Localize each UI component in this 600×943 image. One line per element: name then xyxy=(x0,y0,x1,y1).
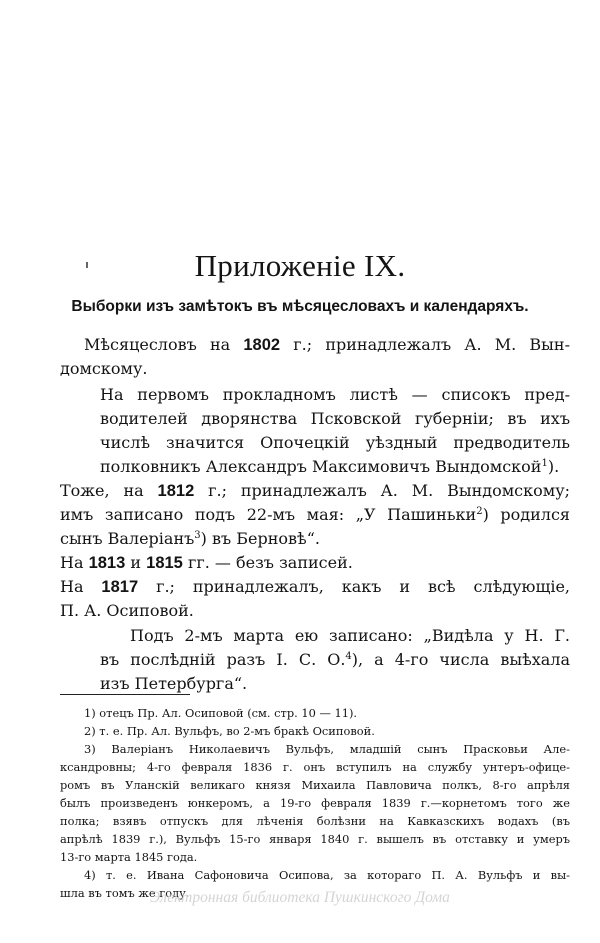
text-line: сынъ Валерiанъ$^3$) въ Берновѣ“. xyxy=(60,529,320,548)
footnote-ref: 1 xyxy=(541,458,548,469)
footnote-rule xyxy=(60,694,190,695)
text-line: Мѣсяцесловъ на 1802 г.; принадлежалъ А. М. Вын- xyxy=(84,335,570,354)
year-1802: 1802 xyxy=(243,336,281,354)
footnote-line: 4) т. е. Ивана Сафоновича Осипова, за котораго П. А. Вульфъ и вы- xyxy=(84,868,570,882)
year-1817: 1817 xyxy=(101,578,139,596)
footnote-line: полка; взявъ отпускъ для лѣченiя болѣзни на Кавказскихъ водахъ (въ xyxy=(60,814,570,828)
footnote-line: 1) отецъ Пр. Ал. Осиповой (см. стр. 10 — 11). xyxy=(84,706,358,720)
text-line: На 1817 г.; принадлежалъ, какъ и всѣ слѣдующiе, xyxy=(60,577,570,596)
footnote-line: 3) Валерiанъ Николаевичъ Вульфъ, младшiй сынъ Прасковьи Але- xyxy=(84,742,570,756)
year-1815: 1815 xyxy=(146,554,183,572)
text-line: П. А. Осиповой. xyxy=(60,601,194,620)
text-line: домскому. xyxy=(60,359,148,378)
text-line: Подъ 2-мъ марта ею записано: „Видѣла у Н. Г. xyxy=(130,626,570,645)
year-1812: 1812 xyxy=(157,482,195,500)
footnote-line: ксандровны; 4-го февраля 1836 г. онъ вступилъ на службу унтеръ-офице- xyxy=(60,760,570,774)
footnote-line: шла въ томъ же году. xyxy=(60,886,190,900)
text-line: въ послѣднiй разъ I. С. О.$^4$), а 4-го числа выѣхала xyxy=(100,650,571,669)
text-line: изъ Петербурга“. xyxy=(100,674,248,693)
footnote-line: 2) т. е. Пр. Ал. Вульфъ, во 2-мъ бракѣ Осиповой. xyxy=(84,724,375,738)
text-line: водителей дворянства Псковской губернiи; въ ихъ xyxy=(100,409,570,428)
text-line: На 1813 и 1815 гг. — безъ записей. xyxy=(60,553,353,572)
text-line: числѣ значится Опочецкiй уѣздный предводитель xyxy=(100,433,570,452)
footnote-line: ромъ въ Уланскiй великаго князя Михаила Павловича полкъ, 8-го апрѣля xyxy=(60,778,570,792)
text-line: полковникъ Александръ Максимовичъ Вындомской$^1$). xyxy=(100,457,560,476)
footnote-ref: 3 xyxy=(194,530,201,541)
library-watermark: Электронная библиотека Пушкинского Дома xyxy=(150,889,450,906)
text-line: имъ записано подъ 22-мъ мая: „У Пашиньки$^2$) родился xyxy=(60,505,570,524)
text-line: На первомъ прокладномъ листѣ — списокъ пред- xyxy=(100,385,570,404)
footnote-line: былъ произведенъ юнкеромъ, а 19-го февраля 1839 г.—корнетомъ того же xyxy=(60,796,570,810)
appendix-subtitle: Выборки изъ замѣтокъ въ мѣсяцесловахъ и календаряхъ. xyxy=(71,298,529,315)
text-line: Тоже, на 1812 г.; принадлежалъ А. М. Вындомскому; xyxy=(60,481,570,500)
appendix-title: Приложенiе IX. xyxy=(194,248,406,283)
footnote-line: 13-го марта 1845 года. xyxy=(60,850,198,864)
footnote-ref: 4 xyxy=(345,651,352,662)
footnote-line: апрѣлѣ 1839 г.), Вульфъ 15-го января 1840 г. вышелъ въ отставку и умеръ xyxy=(60,832,570,846)
year-1813: 1813 xyxy=(88,554,126,572)
footnote-ref: 2 xyxy=(476,506,483,517)
